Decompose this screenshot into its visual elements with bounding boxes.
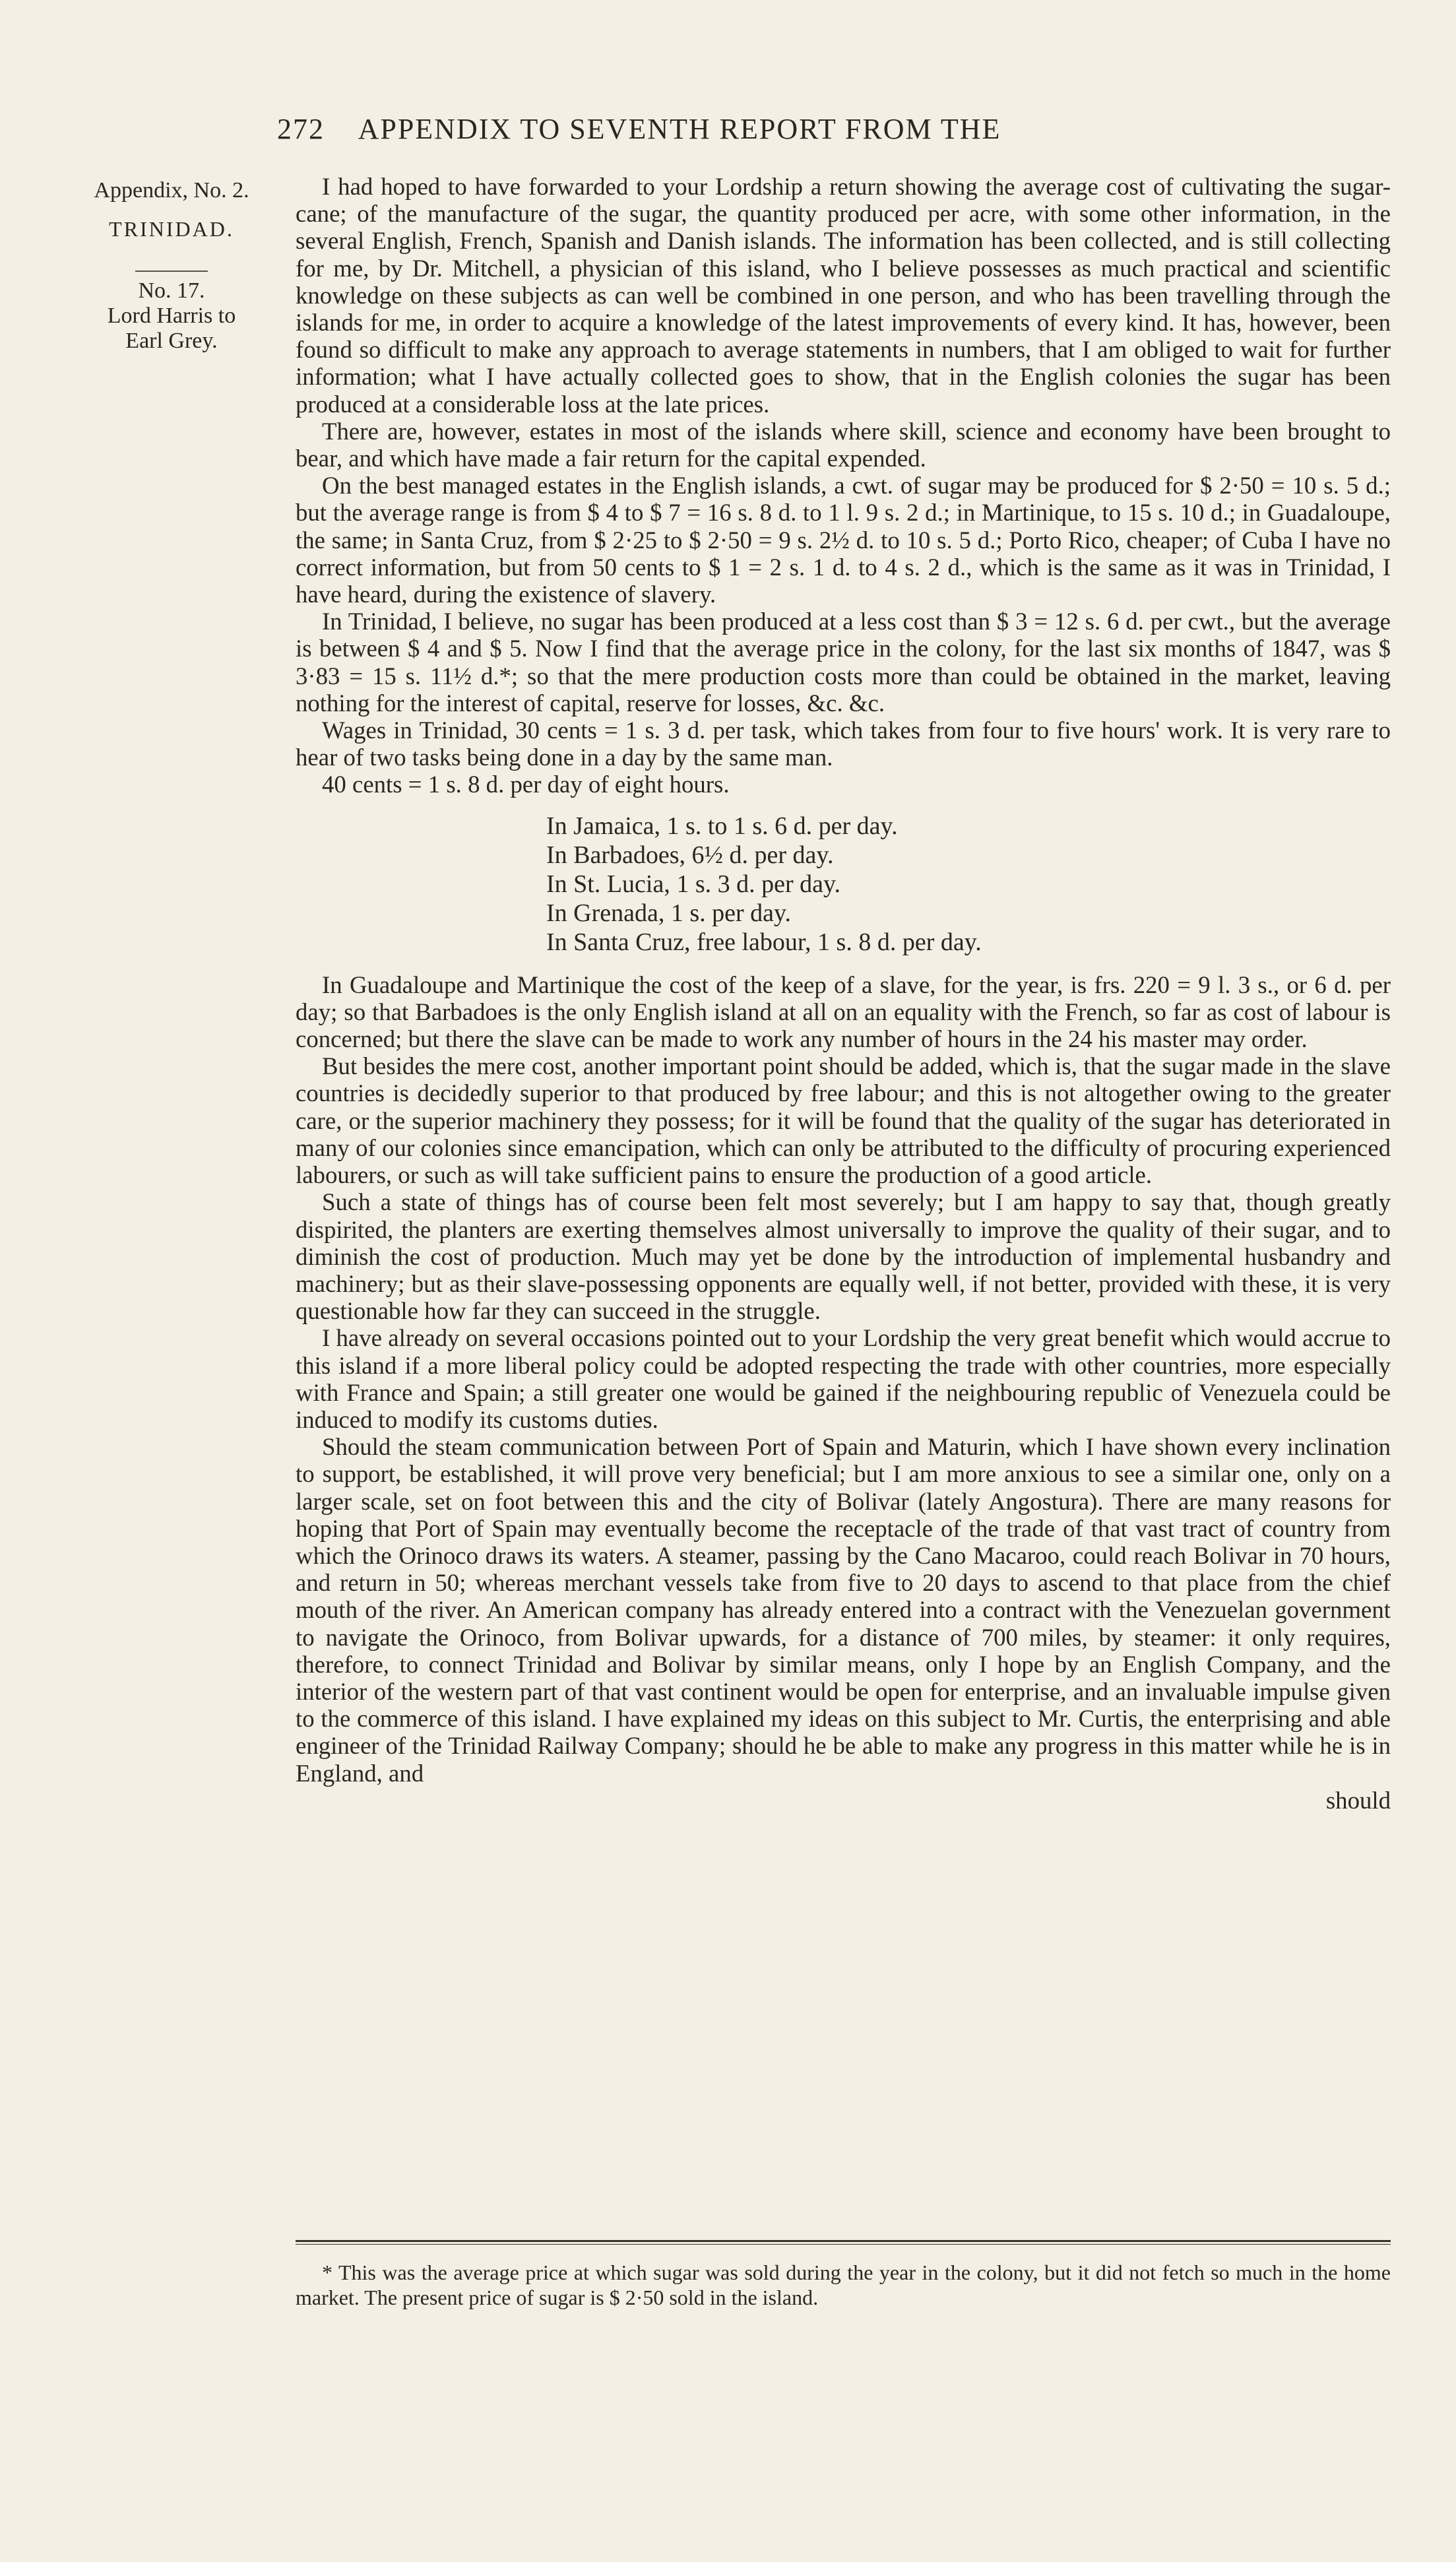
- paragraph: Such a state of things has of course been felt most severely; but I am happy to say that, though greatly dispirited, the planters are exerting themselves almost universally to improve the quality of their sugar, and to diminish the cost of production. Much may yet be done by the introduction of implemental husbandry and machinery; but as their slave-possessing opponents are equally well, if not better, provided with these, it is very questionable how far they can succeed in the struggle.: [296, 1188, 1391, 1325]
- footnote: * This was the average price at which sugar was sold during the year in the colony, but it did not fetch so much in the home market. The present price of sugar is $ 2·50 sold in the island.: [296, 2260, 1391, 2309]
- correspondent-from: Lord Harris to: [107, 304, 236, 328]
- wage-list-item: In Santa Cruz, free labour, 1 s. 8 d. per day.: [546, 928, 982, 956]
- appendix-label: Appendix, No. 2.: [94, 178, 249, 203]
- letter-body: [296, 173, 1391, 1814]
- running-title: APPENDIX TO SEVENTH REPORT FROM THE: [358, 113, 1001, 145]
- catchword: should: [1325, 1786, 1391, 1814]
- margin-divider: [135, 271, 208, 272]
- footnote-rule: [296, 2240, 1391, 2245]
- paragraph: In Guadaloupe and Martinique the cost of the keep of a slave, for the year, is frs. 220 = 9 l. 3 s., or 6 d. per day; so that Barbadoes is the only English island at all on an equality with the French, so far as cost of labour is concerned; but there the slave can be made to work any number of hours in the 24 his master may order.: [296, 971, 1391, 1053]
- paragraph: I had hoped to have forwarded to your Lordship a return showing the average cost of cultivating the sugar-cane; of the manufacture of the sugar, the quantity produced per acre, with some other information, in the several English, French, Spanish and Danish islands. The information has been collected, and is still collecting for me, by Dr. Mitchell, a physician of this island, who I believe possesses as much practical and scientific knowledge on these subjects as can well be combined in one person, and who has been travelling through the islands for me, in order to acquire a knowledge of the latest improvements of every kind. It has, however, been found so difficult to make any approach to average statements in numbers, that I am obliged to wait for further information; what I have actually collected goes to show, that in the English colonies the sugar has been produced at a considerable loss at the late prices.: [296, 173, 1391, 418]
- paragraph: 40 cents = 1 s. 8 d. per day of eight hours.: [322, 771, 730, 798]
- paragraph: But besides the mere cost, another important point should be added, which is, that the sugar made in the slave countries is decidedly superior to that produced by free labour; and this is not altogether owing to the greater care, or the superior machinery they possess; for it will be found that the quality of the sugar has deteriorated in many of our colonies since emancipation, which can only be attributed to the difficulty of procuring experienced labourers, or such as will take sufficient pains to ensure the production of a good article.: [296, 1052, 1391, 1189]
- page-number: 272: [277, 113, 325, 145]
- correspondent-to: Earl Grey.: [125, 329, 218, 353]
- paragraph: Wages in Trinidad, 30 cents = 1 s. 3 d. per task, which takes from four to five hours' work. It is very rare to hear of two tasks being done in a day by the same man.: [296, 717, 1391, 771]
- paragraph: Should the steam communication between Port of Spain and Maturin, which I have shown every inclination to support, be established, it will prove very beneficial; but I am more anxious to see a similar one, only on a larger scale, set on foot between this and the city of Bolivar (lately Angostura). There are many reasons for hoping that Port of Spain may eventually become the receptacle of the trade of that vast tract of country from which the Orinoco draws its waters. A steamer, passing by the Cano Macaroo, could reach Bolivar in 70 hours, and return in 50; whereas merchant vessels take from five to 20 days to ascend to that place from the chief mouth of the river. An American company has already entered into a contract with the Venezuelan government to navigate the Orinoco, from Bolivar upwards, for a distance of 700 miles, by steamer: it only requires, therefore, to connect Trinidad and Bolivar by similar means, only I hope by an English Company, and the interior of the western part of that vast continent would be open for enterprise, and an invaluable impulse given to the commerce of this island. I have explained my ideas on this subject to Mr. Curtis, the enterprising and able engineer of the Trinidad Railway Company; should he be able to make any progress in this matter while he is in England, and: [296, 1433, 1391, 1787]
- paragraph: On the best managed estates in the English islands, a cwt. of sugar may be produced for $ 2·50 = 10 s. 5 d.; but the average range is from $ 4 to $ 7 = 16 s. 8 d. to 1 l. 9 s. 2 d.; in Martinique, to 15 s. 10 d.; in Guadaloupe, the same; in Santa Cruz, from $ 2·25 to $ 2·50 = 9 s. 2½ d. to 10 s. 5 d.; Porto Rico, cheaper; of Cuba I have no correct information, but from 50 cents to $ 1 = 2 s. 1 d. to 4 s. 2 d., which is the same as it was in Trinidad, I have heard, during the existence of slavery.: [296, 472, 1391, 608]
- wage-list-item: In Barbadoes, 6½ d. per day.: [546, 841, 834, 869]
- paragraph: I have already on several occasions pointed out to your Lordship the very great benefit which would accrue to this island if a more liberal policy could be adopted respecting the trade with other countries, more especially with France and Spain; a still greater one would be gained if the neighbouring republic of Venezuela could be induced to modify its customs duties.: [296, 1324, 1391, 1433]
- wage-list-item: In Grenada, 1 s. per day.: [546, 899, 792, 927]
- margin-notes: [73, 177, 270, 354]
- colony-label: TRINIDAD.: [109, 217, 234, 241]
- wage-list: [546, 812, 1391, 957]
- document-number: No. 17.: [138, 278, 205, 303]
- wage-list-item: In Jamaica, 1 s. to 1 s. 6 d. per day.: [546, 812, 898, 840]
- wage-list-item: In St. Lucia, 1 s. 3 d. per day.: [546, 870, 841, 898]
- running-header: [277, 112, 1399, 146]
- paragraph: In Trinidad, I believe, no sugar has been produced at a less cost than $ 3 = 12 s. 6 d. per cwt., but the average is between $ 4 and $ 5. Now I find that the average price in the colony, for the last six months of 1847, was $ 3·83 = 15 s. 11½ d.*; so that the mere production costs more than could be obtained in the market, leaving nothing for the interest of capital, reserve for losses, &c. &c.: [296, 608, 1391, 717]
- paragraph: There are, however, estates in most of the islands where skill, science and economy have been brought to bear, and which have made a fair return for the capital expended.: [296, 417, 1391, 472]
